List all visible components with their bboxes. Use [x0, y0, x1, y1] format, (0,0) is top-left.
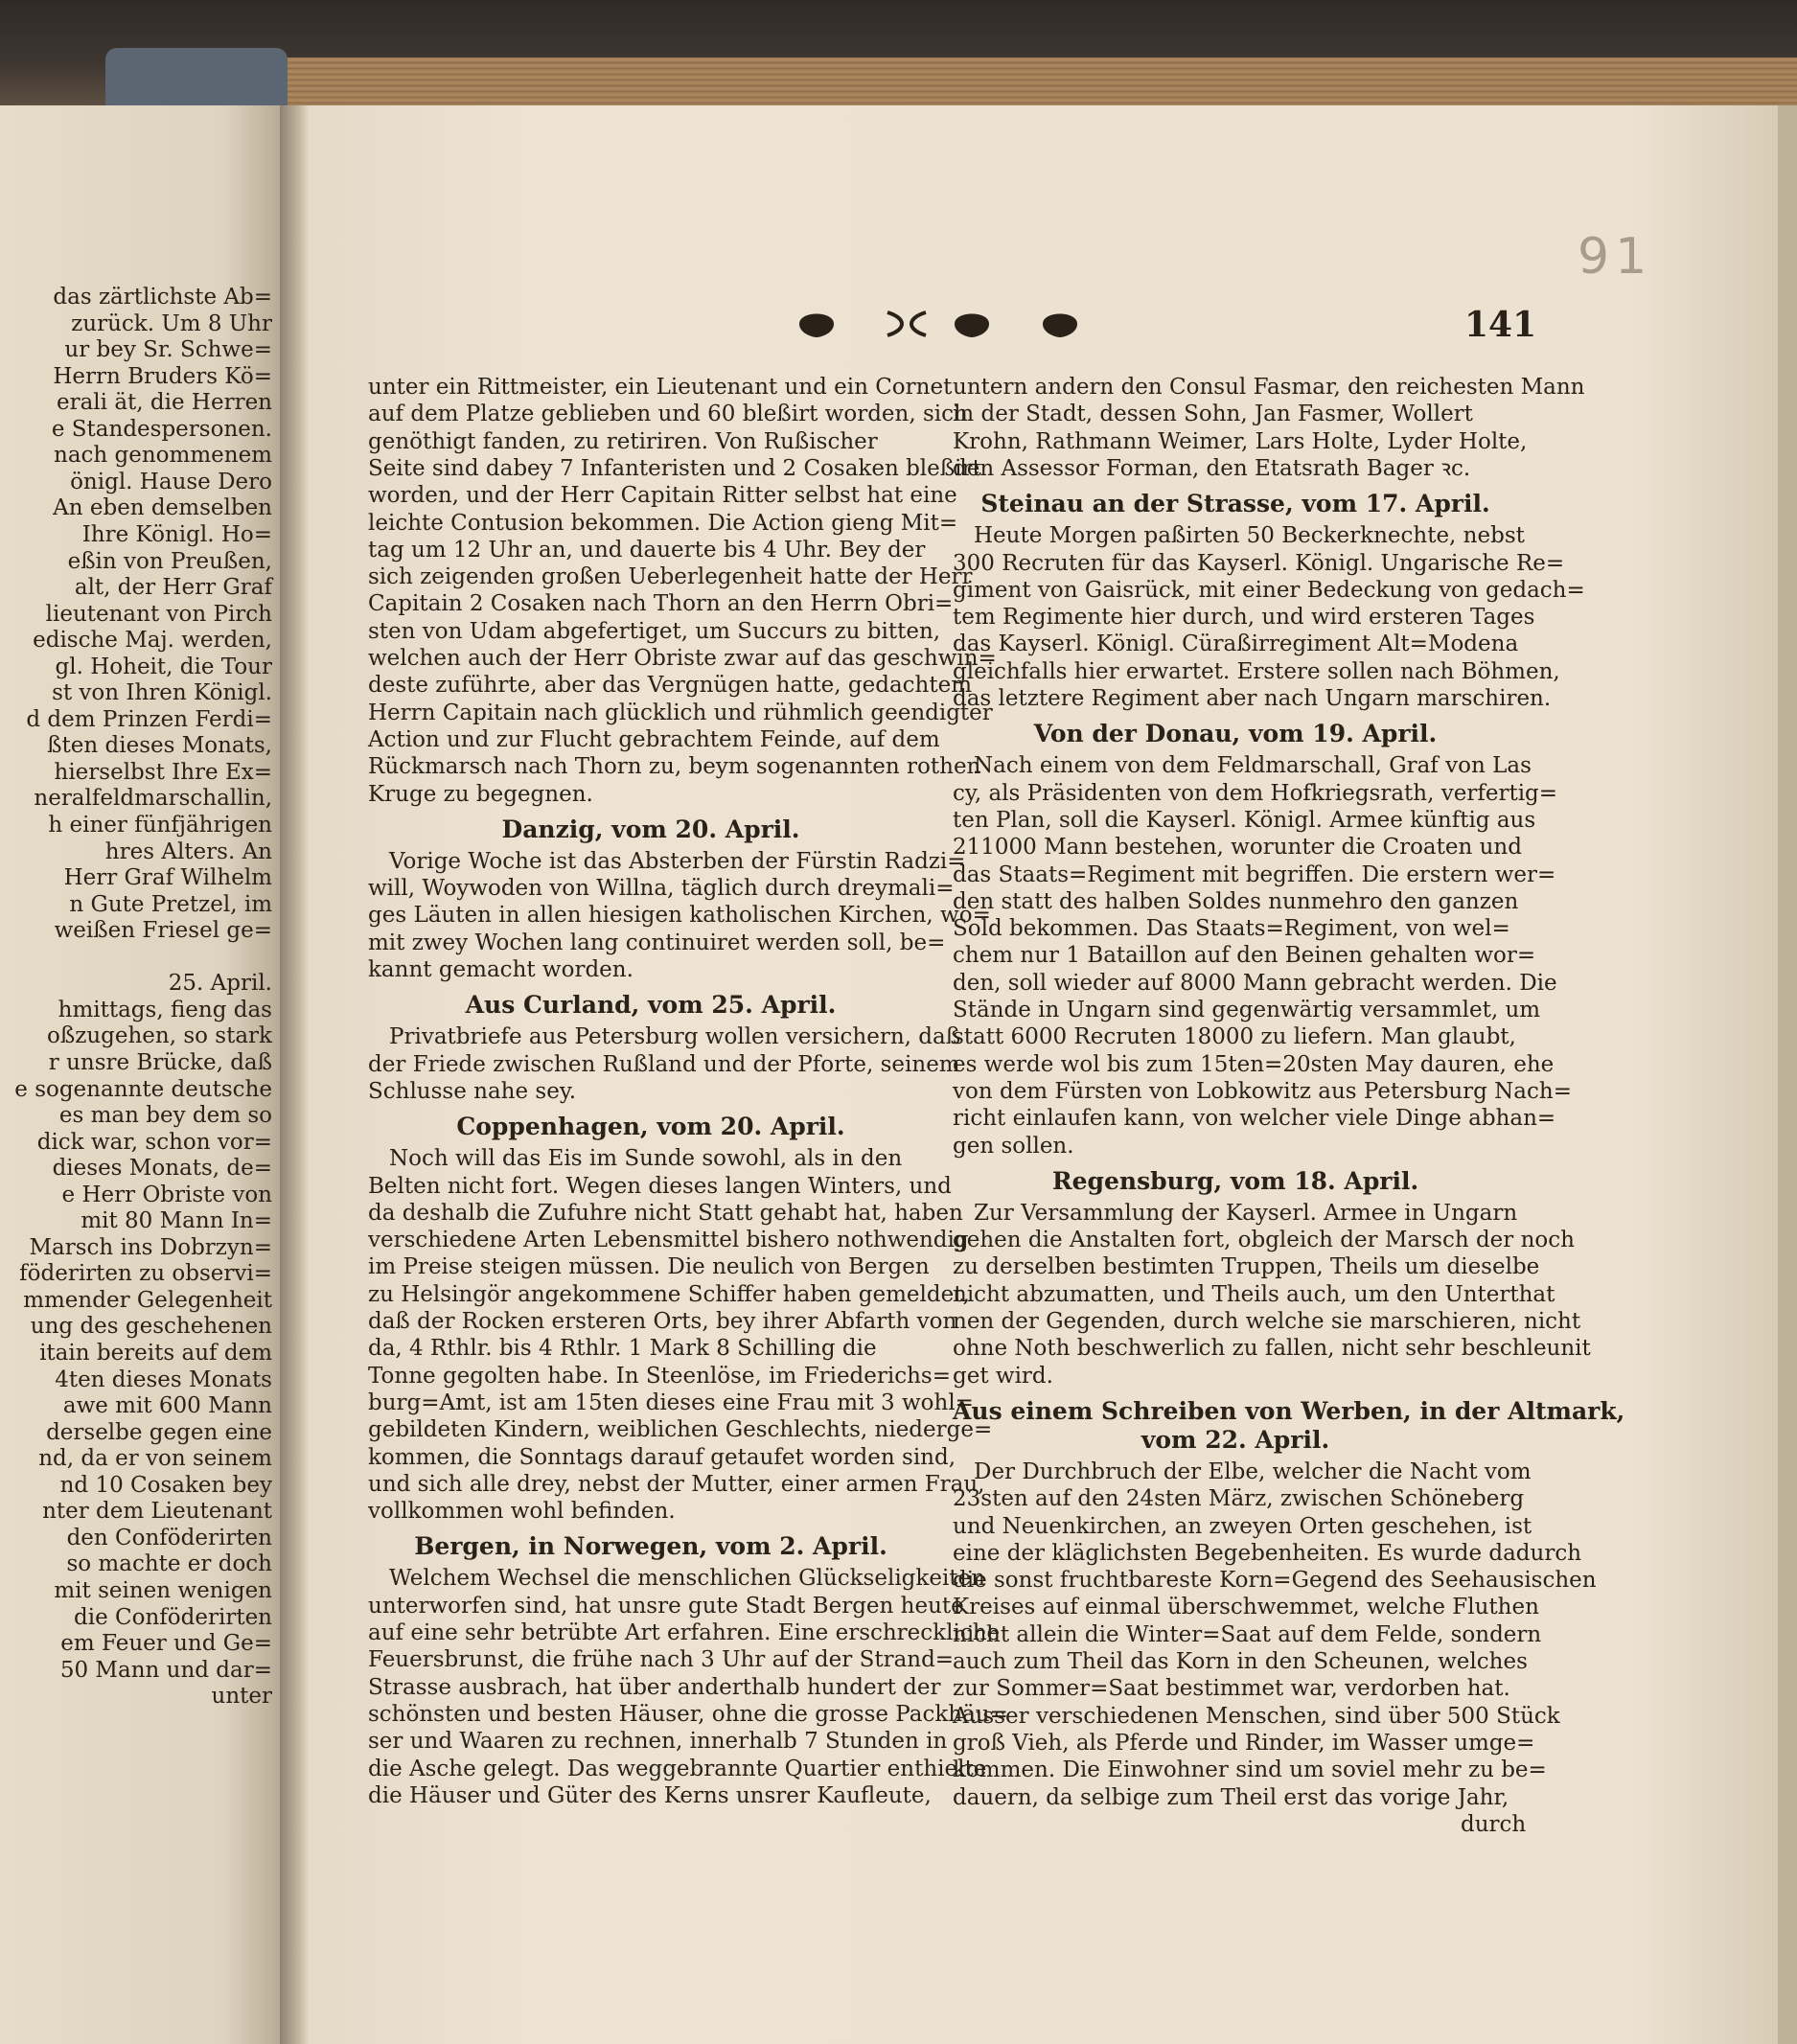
left-page-line: ur bey Sr. Schwe=	[64, 337, 272, 362]
text-line: ohne Noth beschwerlich zu fallen, nicht sehr beschleunit	[953, 1336, 1591, 1361]
text-line: die Asche gelegt. Das weggebrannte Quartier enthielte	[368, 1757, 987, 1781]
text-line: Privatbriefe aus Petersburg wollen versichern, daß	[389, 1024, 961, 1049]
section-heading: Bergen, in Norwegen, vom 2. April.	[414, 1532, 887, 1560]
text-line: genöthigt fanden, zu retiriren. Von Rußischer	[368, 429, 878, 454]
left-page-line: das zärtlichste Ab=	[53, 285, 272, 310]
text-line: 23sten auf den 24sten März, zwischen Schöneberg	[953, 1486, 1525, 1511]
text-line: will, Woywoden von Willna, täglich durch dreymali=	[368, 876, 955, 901]
text-line: ten Plan, soll die Kayserl. Königl. Armee künftig aus	[953, 808, 1536, 833]
text-line: 211000 Mann bestehen, worunter die Croaten und	[953, 835, 1522, 860]
text-line: nen der Gegenden, durch welche sie marschieren, nicht	[953, 1309, 1581, 1334]
text-line: Noch will das Eis im Sunde sowohl, als in den	[389, 1146, 903, 1171]
text-line: Stände in Ungarn sind gegenwärtig versammlet, um	[953, 998, 1541, 1022]
left-page-line: em Feuer und Ge=	[60, 1631, 272, 1656]
left-page-line: gl. Hoheit, die Tour	[55, 655, 272, 679]
pencil-folio-number: 91	[1578, 228, 1653, 286]
left-page-line: oßzugehen, so stark	[47, 1023, 272, 1048]
left-page-line: weißen Friesel ge=	[54, 918, 272, 943]
left-page-line: eßin von Preußen,	[67, 549, 272, 574]
left-page-line: es man bey dem so	[58, 1103, 272, 1128]
text-line: zur Sommer=Saat bestimmet war, verdorben hat.	[953, 1676, 1510, 1701]
left-page-line: neralfeldmarschallin,	[34, 786, 272, 811]
header-ornament	[792, 305, 1089, 343]
left-page-line: so machte er doch	[66, 1551, 272, 1576]
text-line: cy, als Präsidenten von dem Hofkriegsrath, verfertig=	[953, 781, 1558, 806]
text-line: tem Regimente hier durch, und wird ersteren Tages	[953, 605, 1535, 630]
left-page-line: itain bereits auf dem	[39, 1341, 272, 1366]
text-line: den, soll wieder auf 8000 Mann gebracht werden. Die	[953, 971, 1557, 996]
text-line: untern andern den Consul Fasmar, den reichesten Mann	[953, 375, 1585, 400]
left-page-line: die Conföderirten	[74, 1605, 272, 1630]
text-line: nicht allein die Winter=Saat auf dem Felde, sondern	[953, 1622, 1542, 1647]
text-line: mit zwey Wochen lang continuiret werden soll, be=	[368, 930, 946, 955]
text-line: burg=Amt, ist am 15ten dieses eine Frau mit 3 wohl=	[368, 1390, 974, 1415]
left-page-line: unter	[211, 1684, 272, 1709]
text-line: nicht abzumatten, und Theils auch, um den Unterthat	[953, 1282, 1555, 1307]
left-page-line: st von Ihren Königl.	[52, 680, 272, 705]
text-line: unter ein Rittmeister, ein Lieutenant und ein Cornet	[368, 375, 953, 400]
text-line: Krohn, Rathmann Weimer, Lars Holte, Lyder Holte,	[953, 429, 1528, 454]
left-page-line: 4ten dieses Monats	[55, 1367, 272, 1392]
text-line: in der Stadt, dessen Sohn, Jan Fasmer, Wollert	[953, 402, 1473, 426]
left-page-line: ung des geschehenen	[30, 1314, 272, 1339]
text-line: Herrn Capitain nach glücklich und rühmlich geendigter	[368, 700, 993, 725]
section-heading: vom 22. April.	[1140, 1426, 1330, 1454]
text-line: den statt des halben Soldes nunmehro den ganzen	[953, 889, 1519, 914]
text-line: es werde wol bis zum 15ten=20sten May dauren, ehe	[953, 1052, 1555, 1077]
section-heading: Aus Curland, vom 25. April.	[465, 991, 837, 1019]
text-line: chem nur 1 Bataillon auf den Beinen gehalten wor=	[953, 943, 1536, 968]
shell-ornament-icon	[799, 314, 1077, 338]
text-line: und sich alle drey, nebst der Mutter, einer armen Frau,	[368, 1472, 985, 1497]
text-line: Tonne gegolten habe. In Steenlöse, im Friederichs=	[368, 1364, 952, 1389]
text-line: der Friede zwischen Rußland und der Pforte, seinem	[368, 1052, 960, 1077]
text-line: Capitain 2 Cosaken nach Thorn an den Herrn Obri=	[368, 591, 954, 616]
left-page-line: e Herr Obriste von	[61, 1183, 272, 1207]
left-page-line: mit seinen wenigen	[54, 1578, 272, 1603]
left-page-line: den Conföderirten	[66, 1526, 272, 1550]
text-line: auf eine sehr betrübte Art erfahren. Eine erschreckliche	[368, 1620, 1001, 1645]
section-heading: Danzig, vom 20. April.	[501, 815, 800, 843]
text-line: Seite sind dabey 7 Infanteristen und 2 Cosaken bleßirt	[368, 456, 981, 481]
text-line: eine der kläglichsten Begebenheiten. Es wurde dadurch	[953, 1541, 1582, 1566]
left-page-line: Ihre Königl. Ho=	[81, 522, 272, 547]
left-page-line: mit 80 Mann In=	[81, 1208, 272, 1233]
text-line: schönsten und besten Häuser, ohne die grosse Packhäu=	[368, 1702, 1008, 1727]
left-page-line: dick war, schon vor=	[36, 1130, 272, 1155]
text-line: unterworfen sind, hat unsre gute Stadt Bergen heute	[368, 1594, 964, 1619]
text-line: dauern, da selbige zum Theil erst das vorige Jahr,	[953, 1785, 1509, 1810]
text-line: Strasse ausbrach, hat über anderthalb hundert der	[368, 1675, 941, 1700]
left-page-line: zurück. Um 8 Uhr	[71, 311, 272, 336]
text-line: und Neuenkirchen, an zweyen Orten geschehen, ist	[953, 1514, 1532, 1539]
left-page-line: nach genommenem	[54, 443, 272, 468]
text-line: durch	[1461, 1812, 1527, 1837]
text-line: Zur Versammlung der Kayserl. Armee in Ungarn	[974, 1201, 1518, 1226]
text-line: Der Durchbruch der Elbe, welcher die Nacht vom	[974, 1459, 1532, 1484]
section-heading: Aus einem Schreiben von Werben, in der Altmark,	[953, 1397, 1625, 1425]
text-line: das letztere Regiment aber nach Ungarn marschiren.	[953, 686, 1552, 711]
left-page-line: hres Alters. An	[104, 839, 272, 864]
scroll-ornament-icon	[887, 312, 926, 335]
text-line: da, 4 Rthlr. bis 4 Rthlr. 1 Mark 8 Schilling die	[368, 1336, 877, 1361]
text-line: zu derselben bestimten Truppen, Theils um dieselbe	[953, 1254, 1540, 1279]
right-page-edge	[1778, 105, 1797, 2044]
section-heading: Von der Donau, vom 19. April.	[1033, 720, 1438, 747]
left-page-line: lieutenant von Pirch	[45, 602, 272, 627]
left-page-line: Marsch ins Dobrzyn=	[29, 1235, 272, 1260]
left-page-line: derselbe gegen eine	[46, 1420, 272, 1445]
left-page-line: föderirten zu observi=	[19, 1261, 272, 1286]
text-line: giment von Gaisrück, mit einer Bedeckung von gedach=	[953, 578, 1585, 603]
text-line: gehen die Anstalten fort, obgleich der Marsch der noch	[953, 1228, 1575, 1252]
page-number: 141	[1464, 305, 1537, 345]
text-line: gleichfalls hier erwartet. Erstere sollen nach Böhmen,	[953, 659, 1560, 684]
text-line: leichte Contusion bekommen. Die Action gieng Mit=	[368, 511, 958, 536]
text-line: Nach einem von dem Feldmarschall, Graf von Las	[974, 753, 1532, 778]
left-page-line: erali ät, die Herren	[56, 390, 272, 415]
left-page-line: awe mit 600 Mann	[62, 1393, 272, 1418]
text-line: vollkommen wohl befinden.	[368, 1499, 676, 1524]
text-line: sten von Udam abgefertiget, um Succurs zu bitten,	[368, 619, 941, 644]
text-line: verschiedene Arten Lebensmittel bishero nothwendig	[368, 1228, 969, 1252]
text-line: kannt gemacht worden.	[368, 957, 634, 982]
text-line: Schlusse nahe sey.	[368, 1079, 577, 1104]
section-heading: Steinau an der Strasse, vom 17. April.	[980, 490, 1490, 517]
text-line: Kreises auf einmal überschwemmet, welche Fluthen	[953, 1595, 1539, 1619]
left-page-line: önigl. Hause Dero	[70, 470, 272, 494]
text-line: das Staats=Regiment mit begriffen. Die erstern wer=	[953, 862, 1556, 887]
text-line: Ausser verschiedenen Menschen, sind über 500 Stück	[953, 1704, 1560, 1729]
text-line: Action und zur Flucht gebrachtem Feinde, auf dem	[368, 727, 940, 752]
text-line: Kruge zu begegnen.	[368, 782, 593, 807]
text-line: zu Helsingör angekommene Schiffer haben gemeldet,	[368, 1282, 970, 1307]
text-line: deste zuführte, aber das Vergnügen hatte, gedachtem	[368, 673, 973, 698]
text-line: von dem Fürsten von Lobkowitz aus Petersburg Nach=	[953, 1079, 1572, 1104]
text-line: die sonst fruchtbareste Korn=Gegend des Seehausischen	[953, 1568, 1597, 1593]
left-page-line: d dem Prinzen Ferdi=	[26, 707, 272, 732]
text-line: im Preise steigen müssen. Die neulich von Bergen	[368, 1254, 930, 1279]
left-page-line: nd, da er von seinem	[38, 1446, 272, 1471]
section-heading: Regensburg, vom 18. April.	[1051, 1167, 1419, 1195]
left-page-line: mmender Gelegenheit	[23, 1288, 272, 1313]
text-line: Sold bekommen. Das Staats=Regiment, von wel=	[953, 916, 1510, 941]
left-page-line: ßten dieses Monats,	[47, 733, 272, 758]
text-line: auf dem Platze geblieben und 60 bleßirt worden, sich	[368, 402, 968, 426]
text-line: den Assessor Forman, den Etatsrath Bager ꝛc.	[953, 456, 1471, 481]
left-page-line: nter dem Lieutenant	[42, 1499, 272, 1524]
text-line: Rückmarsch nach Thorn zu, beym sogenannten rothen	[368, 754, 981, 779]
text-line: Belten nicht fort. Wegen dieses langen Winters, und	[368, 1174, 952, 1199]
text-line: Feuersbrunst, die frühe nach 3 Uhr auf der Strand=	[368, 1647, 955, 1672]
left-page-line: alt, der Herr Graf	[74, 575, 272, 600]
text-line: gebildeten Kindern, weiblichen Geschlechts, niederge=	[368, 1417, 993, 1442]
book-gutter	[280, 105, 309, 2044]
text-line: worden, und der Herr Capitain Ritter selbst hat eine	[368, 483, 957, 508]
left-page-line: r unsre Brücke, daß	[48, 1050, 272, 1075]
left-page-line: e Standespersonen.	[51, 417, 272, 442]
left-page-line: n Gute Pretzel, im	[69, 892, 272, 917]
text-line: da deshalb die Zufuhre nicht Statt gehabt hat, haben	[368, 1201, 963, 1226]
left-page-line: 25. April.	[168, 971, 272, 996]
text-line: Welchem Wechsel die menschlichen Glückseligkeiten	[389, 1566, 985, 1591]
text-line: sich zeigenden großen Ueberlegenheit hatte der Herr	[368, 564, 973, 589]
left-page-line: edische Maj. werden,	[33, 628, 272, 653]
section-heading: Coppenhagen, vom 20. April.	[456, 1113, 845, 1140]
text-line: kommen, die Sonntags darauf getaufet worden sind,	[368, 1445, 956, 1470]
text-line: richt einlaufen kann, von welcher viele Dinge abhan=	[953, 1106, 1556, 1131]
text-line: statt 6000 Recruten 18000 zu liefern. Man glaubt,	[953, 1024, 1516, 1049]
left-page-line: 50 Mann und dar=	[59, 1658, 272, 1683]
text-line: tag um 12 Uhr an, und dauerte bis 4 Uhr. Bey der	[368, 538, 926, 563]
left-page-line: nd 10 Cosaken bey	[59, 1473, 272, 1498]
text-line: kommen. Die Einwohner sind um soviel mehr zu be=	[953, 1757, 1547, 1782]
left-page-line: hierselbst Ihre Ex=	[54, 760, 272, 785]
text-line: gen sollen.	[953, 1134, 1074, 1159]
left-page	[0, 105, 280, 2044]
text-line: Vorige Woche ist das Absterben der Fürstin Radzi=	[389, 849, 966, 874]
left-page-line: h einer fünfjährigen	[48, 813, 272, 838]
text-line: Heute Morgen paßirten 50 Beckerknechte, nebst	[974, 523, 1525, 548]
left-page-line: Herrn Bruders Kö=	[53, 364, 272, 389]
text-line: get wird.	[953, 1364, 1053, 1389]
text-line: ser und Waaren zu rechnen, innerhalb 7 Stunden in	[368, 1729, 948, 1754]
text-line: die Häuser und Güter des Kerns unsrer Kaufleute,	[368, 1783, 932, 1808]
left-page-line: An eben demselben	[53, 495, 272, 520]
text-line: das Kayserl. Königl. Cüraßirregiment Alt=Modena	[953, 632, 1519, 656]
left-page-line: e sogenannte deutsche	[14, 1077, 272, 1102]
text-line: ges Läuten in allen hiesigen katholischen Kirchen, wo=	[368, 903, 991, 928]
text-line: auch zum Theil das Korn in den Scheunen, welches	[953, 1649, 1528, 1674]
left-page-line: dieses Monats, de=	[52, 1156, 272, 1181]
left-page-line: Herr Graf Wilhelm	[63, 865, 272, 890]
text-line: groß Vieh, als Pferde und Rinder, im Wasser umge=	[953, 1731, 1535, 1756]
text-line: welchen auch der Herr Obriste zwar auf das geschwin=	[368, 646, 997, 671]
left-page-line: hmittags, fieng das	[58, 998, 272, 1022]
text-line: 300 Recruten für das Kayserl. Königl. Ungarische Re=	[953, 551, 1565, 576]
text-line: daß der Rocken ersteren Orts, bey ihrer Abfarth von	[368, 1309, 957, 1334]
